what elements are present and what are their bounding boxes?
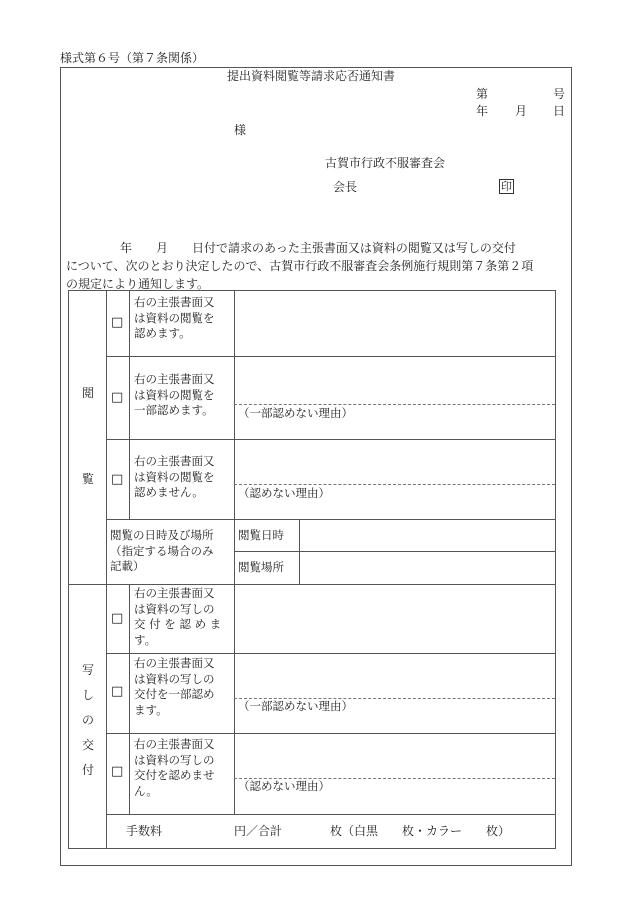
- copy-category-char-4: 交: [82, 738, 95, 752]
- body-line-1: 年 月 日付で請求のあった主張書面又は資料の閲覧又は写しの交付: [120, 241, 516, 255]
- inspection-schedule-label: 閲覧の日時及び場所 （指定する場合のみ 記載）: [110, 528, 214, 573]
- copy-partial-reason-label: （一部認めない理由）: [238, 699, 353, 713]
- copy-category-char-5: 付: [82, 763, 95, 777]
- doc-number-prefix: 第: [476, 87, 489, 101]
- inspection-allow-checkbox[interactable]: □: [111, 315, 124, 330]
- inspection-category-char-1: 閲: [82, 386, 95, 400]
- inspection-category-char-2: 覧: [82, 472, 95, 486]
- inspection-place-label: 閲覧場所: [238, 560, 284, 574]
- inspection-datetime-label: 閲覧日時: [238, 528, 284, 542]
- issuer-name: 古賀市行政不服審査会: [325, 156, 446, 170]
- doc-number-suffix: 号: [553, 87, 566, 101]
- seal-mark: 印: [501, 180, 512, 193]
- inspection-deny-label: 右の主張書面又 は資料の閲覧を 認めません。: [134, 454, 215, 499]
- inspection-partial-checkbox[interactable]: □: [111, 390, 124, 405]
- copy-deny-label: 右の主張書面又 は資料の写しの 交付を認めませ ん。: [134, 737, 215, 798]
- body-line-2: について、次のとおり決定したので、古賀市行政不服審査会条例施行規則第７条第２項: [66, 259, 534, 273]
- form-number: 様式第６号（第７条関係）: [60, 51, 205, 65]
- addressee-suffix: 様: [234, 123, 247, 137]
- inspection-partial-reason-label: （一部認めない理由）: [238, 406, 353, 420]
- document-title: 提出資料閲覧等請求応否通知書: [227, 69, 396, 83]
- inspection-allow-label: 右の主張書面又 は資料の閲覧を 認めます。: [134, 295, 215, 340]
- copy-partial-label: 右の主張書面又 は資料の写しの 交付を一部認め ます。: [134, 656, 215, 717]
- date-month: 月: [515, 104, 528, 118]
- copy-deny-reason-label: （認めない理由）: [238, 779, 330, 793]
- inspection-deny-reason-label: （認めない理由）: [238, 486, 330, 500]
- inspection-partial-label: 右の主張書面又 は資料の閲覧を 一部認めます。: [134, 372, 215, 417]
- copy-category-char-1: 写: [82, 663, 95, 677]
- copy-category-char-2: し: [82, 688, 95, 702]
- date-day: 日: [553, 104, 566, 118]
- copy-allow-label: 右の主張書面又 は資料の写しの 交 付 を 認 め ま す。: [134, 586, 222, 647]
- copy-allow-checkbox[interactable]: □: [111, 611, 124, 626]
- fee-row: 手数料 円／合計 枚（白黒 枚・カラー 枚）: [126, 824, 511, 838]
- body-line-3: の規定により通知します。: [66, 277, 210, 291]
- copy-partial-checkbox[interactable]: □: [111, 684, 124, 699]
- copy-category-char-3: の: [82, 713, 95, 727]
- issuer-title: 会長: [333, 180, 358, 194]
- inspection-deny-checkbox[interactable]: □: [111, 472, 124, 487]
- copy-deny-checkbox[interactable]: □: [111, 764, 124, 779]
- date-year: 年: [476, 104, 489, 118]
